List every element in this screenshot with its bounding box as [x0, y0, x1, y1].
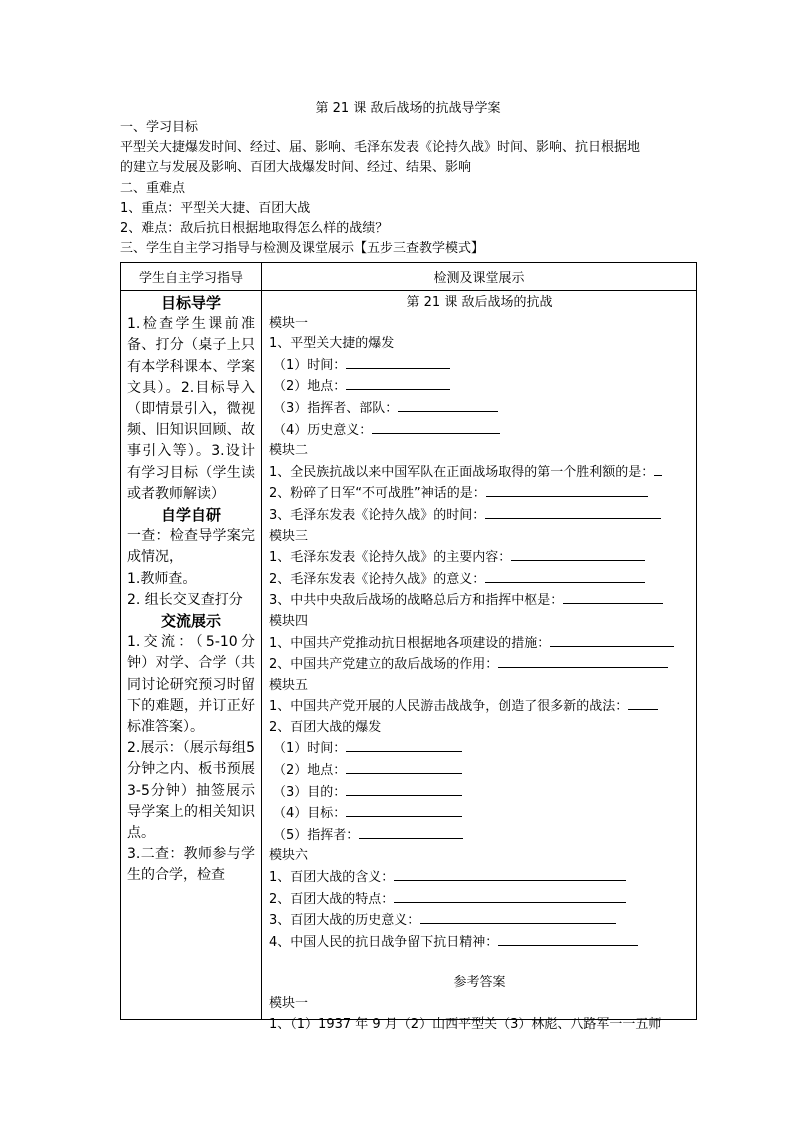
table-header-row [121, 263, 697, 291]
self-study-p3: 2. 组长交叉查打分 [127, 591, 243, 608]
m5-question-1: 1、中国共产党开展的人民游击战战争，创造了很多新的战法： [269, 696, 690, 718]
m1-item-place: （2）地点： [269, 376, 690, 398]
answer-blank[interactable] [486, 483, 648, 497]
answer-line-1: 1、（1）1937 年 9 月（2）山西平型关（3）林彪、八路军一一五师 [269, 1016, 662, 1032]
m6-question-3: 3、百团大战的历史意义： [269, 910, 690, 932]
m5-item-commander: （5）指挥者： [269, 825, 690, 847]
lesson-title: 第 21 课 敌后战场的抗战 [406, 295, 553, 310]
module-4-heading: 模块四 [269, 613, 309, 629]
m5-item-target: （4）目标： [269, 803, 690, 825]
guidance-column [121, 291, 262, 1020]
answer-blank[interactable] [498, 932, 638, 946]
m3-question-2: 2、毛泽东发表《论持久战》的意义： [269, 569, 690, 591]
exchange-p2: 2.展示：（展示每组5分钟之内、板书预展 3-5分钟）抽签展示导学案上的相关知识点。 [127, 740, 255, 842]
header-check-display: 检测及课堂展示 [262, 263, 697, 291]
sec-self-study: 自学自研 [160, 506, 221, 525]
answer-blank[interactable] [346, 738, 462, 752]
self-study-p1: 一查：检查导学案完成情况， [127, 528, 255, 566]
answer-blank[interactable] [346, 760, 462, 774]
answer-blank[interactable] [654, 462, 662, 476]
answer-blank[interactable] [398, 398, 498, 412]
answer-blank[interactable] [628, 696, 658, 710]
answer-blank[interactable] [498, 654, 668, 668]
m6-question-2: 2、百团大战的特点： [269, 889, 690, 911]
module-5-heading: 模块五 [269, 677, 309, 693]
m4-question-1: 1、中国共产党推动抗日根据地各项建设的措施： [269, 633, 690, 655]
exchange-p3: 3.二查：教师参与学生的合学，检查 [127, 846, 255, 884]
goal-guide-text: 1.检查学生课前准备、打分（桌子上只有本学科课本、学案文具）。2.目标导入（即情景引入，微视频、旧知识回顾、故事引入等）。3.设计有学习目标（学生读或者教师解读） [127, 316, 255, 502]
answer-blank[interactable] [550, 633, 674, 647]
answer-blank[interactable] [420, 910, 616, 924]
sec-exchange-display: 交流展示 [160, 612, 221, 631]
m1-item-time: （1）时间： [269, 355, 690, 377]
m1-item-significance: （4）历史意义： [269, 420, 690, 442]
answer-blank[interactable] [346, 782, 462, 796]
check-column [262, 291, 697, 1032]
answer-blank[interactable] [485, 569, 645, 583]
module-6-heading: 模块六 [269, 848, 309, 864]
answer-blank[interactable] [346, 376, 450, 390]
m2-question-1: 1、全民族抗战以来中国军队在正面战场取得的第一个胜利额的是： [269, 462, 690, 484]
study-table [120, 262, 697, 1032]
answer-blank[interactable] [563, 590, 663, 604]
m6-question-1: 1、百团大战的含义： [269, 867, 690, 889]
section-heading-guidance: 三、学生自主学习指导与检测及课堂展示【五步三查教学模式】 [120, 241, 485, 257]
goals-line-2: 的建立与发展及影响、百团大战爆发时间、经过、结果、影响 [120, 160, 472, 176]
m5-item-place: （2）地点： [269, 760, 690, 782]
answer-blank[interactable] [485, 505, 661, 519]
answer-blank[interactable] [359, 825, 463, 839]
answer-blank[interactable] [394, 867, 626, 881]
answer-blank[interactable] [372, 420, 500, 434]
difficult-point: 2、难点：敌后抗日根据地取得怎么样的战绩？ [120, 221, 389, 237]
answer-blank[interactable] [346, 355, 450, 369]
exchange-p1: 1.交流：（5-10分钟）对学、合学（共同讨论研究预习时留下的难题，并订正好标准答案）。 [127, 634, 255, 736]
m4-question-2: 2、中国共产党建立的敌后战场的作用： [269, 654, 690, 676]
m1-item-commander: （3）指挥者、部队： [269, 398, 690, 420]
sec-goal-guide: 目标导学 [160, 294, 221, 312]
key-point: 1、重点：平型关大捷、百团大战 [120, 200, 311, 216]
table-body-row [121, 291, 697, 1020]
m3-question-3: 3、中共中央敌后战场的战略总后方和指挥中枢是： [269, 590, 690, 612]
module-2-heading: 模块二 [269, 443, 309, 459]
header-self-study: 学生自主学习指导 [121, 263, 262, 291]
module-1-heading: 模块一 [269, 315, 309, 331]
m1-question-1: 1、平型关大捷的爆发 [269, 336, 395, 352]
page-title: 第 21 课 敌后战场的抗战导学案 [315, 101, 501, 116]
m5-item-purpose: （3）目的： [269, 782, 690, 804]
m2-question-2: 2、粉碎了日军“不可战胜”神话的是： [269, 483, 690, 505]
m5-question-2: 2、百团大战的爆发 [269, 719, 382, 735]
section-heading-goals: 一、学习目标 [120, 120, 199, 135]
goals-line-1: 平型关大捷爆发时间、经过、届、影响、毛泽东发表《论持久战》时间、影响、抗日根据地 [120, 140, 641, 156]
answer-key-title: 参考答案 [453, 975, 506, 991]
m2-question-3: 3、毛泽东发表《论持久战》的时间： [269, 505, 690, 527]
answer-blank[interactable] [511, 547, 645, 561]
self-study-p2: 1.教师查。 [127, 570, 197, 587]
section-heading-key-points: 二、重难点 [120, 180, 186, 196]
m5-item-time: （1）时间： [269, 738, 690, 760]
answer-module-1: 模块一 [269, 996, 309, 1011]
m6-question-4: 4、中国人民的抗日战争留下抗日精神： [269, 932, 690, 954]
module-3-heading: 模块三 [269, 528, 309, 544]
m3-question-1: 1、毛泽东发表《论持久战》的主要内容： [269, 547, 690, 569]
answer-blank[interactable] [346, 803, 462, 817]
intro-section [120, 118, 700, 259]
answer-blank[interactable] [394, 889, 626, 903]
